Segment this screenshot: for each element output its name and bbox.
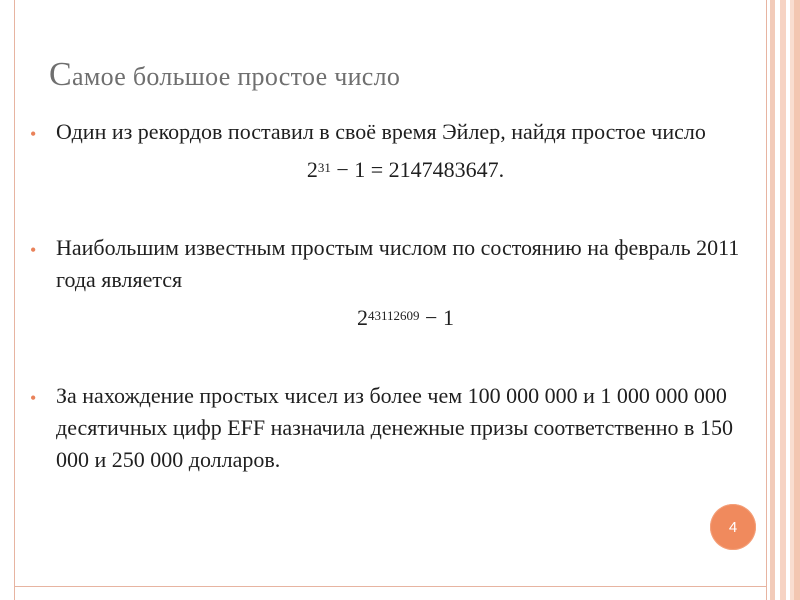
slide-content xyxy=(30,116,755,476)
formula-tail: − 1 xyxy=(419,305,454,330)
bullet-text: Один из рекордов поставил в своё время Эйлер, найдя простое число xyxy=(56,119,706,144)
bottom-border-line xyxy=(14,586,767,587)
formula-exponent: 43112609 xyxy=(368,308,420,323)
formula-exponent: 31 xyxy=(317,160,331,175)
slide-number-badge xyxy=(710,504,756,550)
bullet-icon: • xyxy=(30,388,37,408)
formula-tail: − 1 = 2147483647. xyxy=(330,157,505,182)
slide-title xyxy=(49,56,400,94)
title-initial: С xyxy=(49,56,72,93)
formula xyxy=(56,302,755,334)
bullet-item-euler xyxy=(30,116,755,186)
bullet-text: Наибольшим известным простым числом по состоянию на февраль 2011 года является xyxy=(56,235,740,292)
bullet-icon: • xyxy=(30,124,37,144)
right-border-line xyxy=(766,0,767,600)
formula xyxy=(56,154,755,186)
left-border-line xyxy=(14,0,15,600)
bullet-item-eff-prize xyxy=(30,380,755,476)
bullet-text: За нахождение простых чисел из более чем 100 000 000 и 1 000 000 000 десятичных цифр EFF назначила денежные призы соответственно в 150 000 и 250 000 долларов. xyxy=(56,383,733,472)
formula-base: 2 xyxy=(357,305,369,330)
spacer xyxy=(30,186,755,232)
bullet-item-largest-prime xyxy=(30,232,755,334)
title-rest: амое большое простое число xyxy=(71,62,401,91)
bullet-icon: • xyxy=(30,240,37,260)
spacer xyxy=(30,334,755,380)
decor-stripe xyxy=(794,0,800,600)
slide-number: 4 xyxy=(728,518,738,536)
formula-base: 2 xyxy=(306,157,318,182)
